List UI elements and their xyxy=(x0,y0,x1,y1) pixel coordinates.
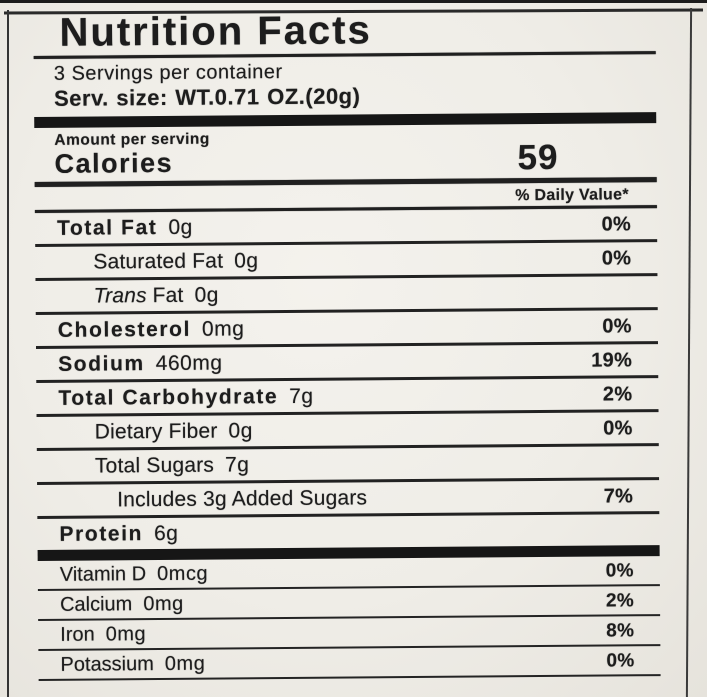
calories-value: 59 xyxy=(517,137,559,178)
nutrient-name-group xyxy=(58,317,245,342)
nutrient-name-group xyxy=(60,623,146,647)
nutrient-amount: 0mg xyxy=(143,592,184,616)
nutrient-name-group xyxy=(59,522,178,547)
nutrient-name-group xyxy=(60,563,208,587)
nutrient-name-group xyxy=(60,653,205,677)
nutrient-name: Calcium xyxy=(59,593,133,616)
nutrient-name: Fat xyxy=(152,283,184,308)
micronutrient-row-iron xyxy=(38,616,660,651)
micronutrient-row-vitamin-d xyxy=(38,556,660,591)
daily-value: 2% xyxy=(605,590,635,612)
nutrient-amount: 0g xyxy=(234,249,259,273)
nutrient-amount: 0g xyxy=(168,215,193,239)
nutrient-amount: 0mg xyxy=(201,317,245,341)
nutrient-name-group xyxy=(58,385,313,411)
package-border-left xyxy=(7,10,9,697)
nutrient-name-group xyxy=(57,216,193,241)
nutrient-name: Iron xyxy=(60,623,95,646)
daily-value: 0% xyxy=(602,315,632,338)
nutrient-row-sodium xyxy=(36,344,658,383)
nutrient-row-saturated-fat xyxy=(35,242,657,281)
daily-value: 0% xyxy=(603,417,633,440)
daily-value: 0% xyxy=(601,213,632,236)
servings-per-container: 3 Servings per container xyxy=(53,61,283,85)
daily-value: 19% xyxy=(591,349,633,372)
nutrient-amount: 7g xyxy=(289,384,314,409)
nutrient-name: Protein xyxy=(59,522,144,546)
daily-value: 7% xyxy=(603,485,634,508)
nutrient-name-group xyxy=(59,486,367,512)
amount-per-serving-label: Amount per serving xyxy=(54,130,210,149)
daily-value: 0% xyxy=(605,560,634,582)
nutrition-facts-title: Nutrition Facts xyxy=(59,8,372,55)
nutrient-name-group xyxy=(60,593,184,617)
calories-label: Calories xyxy=(54,147,174,179)
nutrient-name-italic: Trans xyxy=(93,284,147,308)
nutrient-name: Cholesterol xyxy=(57,317,192,342)
nutrient-amount: 6g xyxy=(153,521,179,546)
nutrient-name: Vitamin D xyxy=(59,563,147,586)
nutrient-name: Dietary Fiber xyxy=(94,419,218,444)
serving-size: Serv. size: WT.0.71 OZ.(20g) xyxy=(53,83,361,111)
nutrient-amount: 0g xyxy=(228,419,253,443)
micronutrient-row-calcium xyxy=(38,586,660,621)
photo-edge-top-line xyxy=(0,0,707,3)
nutrient-amount: 7g xyxy=(224,453,250,477)
nutrient-amount: 0mg xyxy=(105,623,147,646)
nutrient-row-cholesterol xyxy=(36,310,658,349)
nutrient-amount: 0mcg xyxy=(157,562,209,586)
nutrient-name: Total Fat xyxy=(56,216,158,240)
micronutrient-row-potassium xyxy=(38,646,660,681)
nutrient-row-total-carbohydrate xyxy=(36,378,658,417)
nutrient-amount: 0g xyxy=(194,283,219,307)
nutrient-name-group xyxy=(59,419,253,445)
nutrient-name-group xyxy=(59,453,250,478)
nutrient-row-added-sugars xyxy=(37,480,659,519)
nutrient-name: Saturated Fat xyxy=(93,249,224,274)
nutrient-name: Total Carbohydrate xyxy=(58,385,279,410)
nutrient-name: Sodium xyxy=(58,352,145,376)
nutrient-amount: 0mg xyxy=(164,652,206,675)
nutrient-name: Total Sugars xyxy=(94,453,215,478)
nutrient-name: Potassium xyxy=(60,653,154,676)
nutrient-row-total-sugars xyxy=(37,446,659,485)
daily-value: 0% xyxy=(601,247,632,270)
nutrient-name-group xyxy=(58,284,219,309)
package-border-right xyxy=(686,8,692,697)
nutrient-name: Includes 3g Added Sugars xyxy=(117,486,368,512)
nutrient-row-protein xyxy=(37,514,659,550)
nutrient-row-trans-fat xyxy=(35,276,657,315)
daily-value-header: % Daily Value* xyxy=(515,186,629,205)
thick-separator-top xyxy=(34,112,656,128)
daily-value: 8% xyxy=(606,620,635,642)
nutrient-name-group xyxy=(57,249,258,275)
daily-value: 0% xyxy=(606,650,635,672)
daily-value: 2% xyxy=(602,383,633,406)
nutrition-facts-label xyxy=(33,8,660,681)
nutrient-row-total-fat xyxy=(35,208,657,247)
nutrient-amount: 460mg xyxy=(155,351,223,376)
nutrient-name-group xyxy=(58,352,223,377)
nutrient-row-dietary-fiber xyxy=(37,412,659,451)
